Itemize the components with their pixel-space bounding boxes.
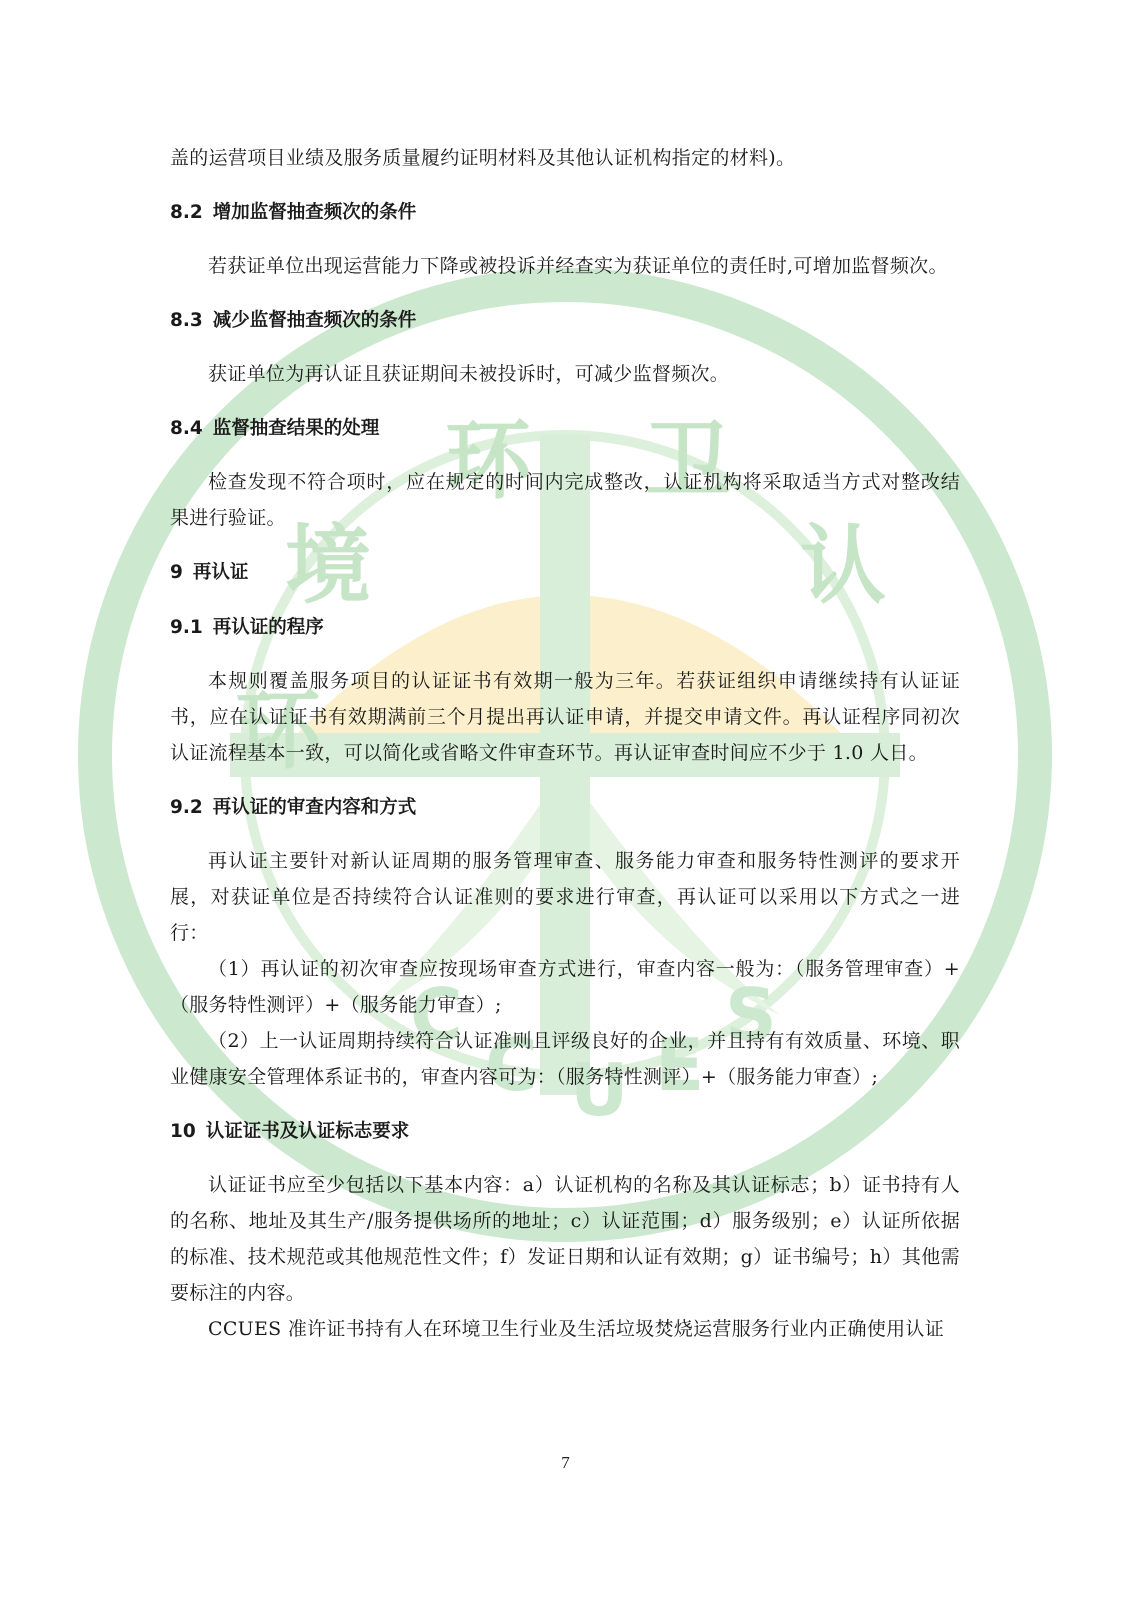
seal-letter-3: U [570,1048,629,1132]
section-body-10: 认证证书应至少包括以下基本内容：a）认证机构的名称及其认证标志；b）证书持有人的名称、地址及其生产/服务提供场所的地址；c）认证范围；d）服务级别；e）认证所依据的标准、技术规范或其他规范性文件；f）发证日期和认证有效期；g）证书编号；h）其他需要标注的内容。 [170,1174,960,1304]
section-body-9-1: 本规则覆盖服务项目的认证证书有效期一般为三年。若获证组织申请继续持有认证证书，应在认证证书有效期满前三个月提出再认证申请，并提交申请文件。再认证程序同初次认证流程基本一致，可以简化或省略文件审查环节。再认证审查时间应不少于 1.0 人日。 [170,670,960,764]
section-body-9-2: 再认证主要针对新认证周期的服务管理审查、服务能力审查和服务特性测评的要求开展，对获证单位是否持续符合认证准则的要求进行审查，再认证可以采用以下方式之一进行： [170,850,960,944]
section-body-8-4: 检查发现不符合项时，应在规定的时间内完成整改，认证机构将采取适当方式对整改结果进行验证。 [170,471,960,529]
seal-letter-1: C [410,973,463,1057]
section-title: 再认证的审查内容和方式 [212,797,417,818]
section-heading-9-1 [170,610,960,646]
seal-letter-2: C [485,1023,538,1107]
section-heading-8-3 [170,303,960,339]
section-title: 监督抽查结果的处理 [212,418,380,439]
seal-char-2: 境 [285,516,371,616]
section-number: 10 [170,1121,196,1142]
section-heading-8-2 [170,195,960,231]
section-body-8-2: 若获证单位出现运营能力下降或被投诉并经查实为获证单位的责任时,可增加监督频次。 [208,255,948,277]
section-number: 9 [170,562,183,583]
section-number: 9.2 [170,797,203,818]
document-body [170,140,960,1347]
section-title: 再认证的程序 [212,617,324,638]
section-title: 增加监督抽查频次的条件 [212,202,417,223]
section-number: 8.4 [170,418,203,439]
section-heading-9 [170,555,960,591]
list-item: （1）再认证的初次审查应按现场审查方式进行，审查内容一般为：（服务管理审查）+（服务特性测评）+（服务能力审查）; [170,958,960,1016]
section-heading-8-4 [170,411,960,447]
section-number: 8.3 [170,310,203,331]
section-body-10-continued: CCUES 准许证书持有人在环境卫生行业及生活垃圾焚烧运营服务行业内正确使用认证 [208,1318,945,1340]
section-title: 认证证书及认证标志要求 [205,1121,410,1142]
continued-paragraph: 盖的运营项目业绩及服务质量履约证明材料及其他认证机构指定的材料)。 [170,147,796,169]
section-number: 8.2 [170,202,203,223]
page-number: 7 [561,1453,570,1472]
section-title: 再认证 [192,562,249,583]
list-item: （2）上一认证周期持续符合认证准则且评级良好的企业，并且持有有效质量、环境、职业健康安全管理体系证书的，审查内容可为：（服务特性测评）+（服务能力审查）; [170,1030,960,1088]
section-heading-10 [170,1114,960,1150]
seal-letter-5: S [725,973,777,1057]
section-number: 9.1 [170,617,203,638]
seal-char-3: 环 [445,411,531,511]
section-body-8-3: 获证单位为再认证且获证期间未被投诉时，可减少监督频次。 [208,363,730,385]
seal-letter-4: E [655,1023,705,1107]
seal-char-5: 认 [800,516,886,616]
section-heading-9-2 [170,790,960,826]
seal-char-1: 环 [235,681,321,781]
section-title: 减少监督抽查频次的条件 [212,310,417,331]
seal-char-4: 卫 [645,411,731,511]
